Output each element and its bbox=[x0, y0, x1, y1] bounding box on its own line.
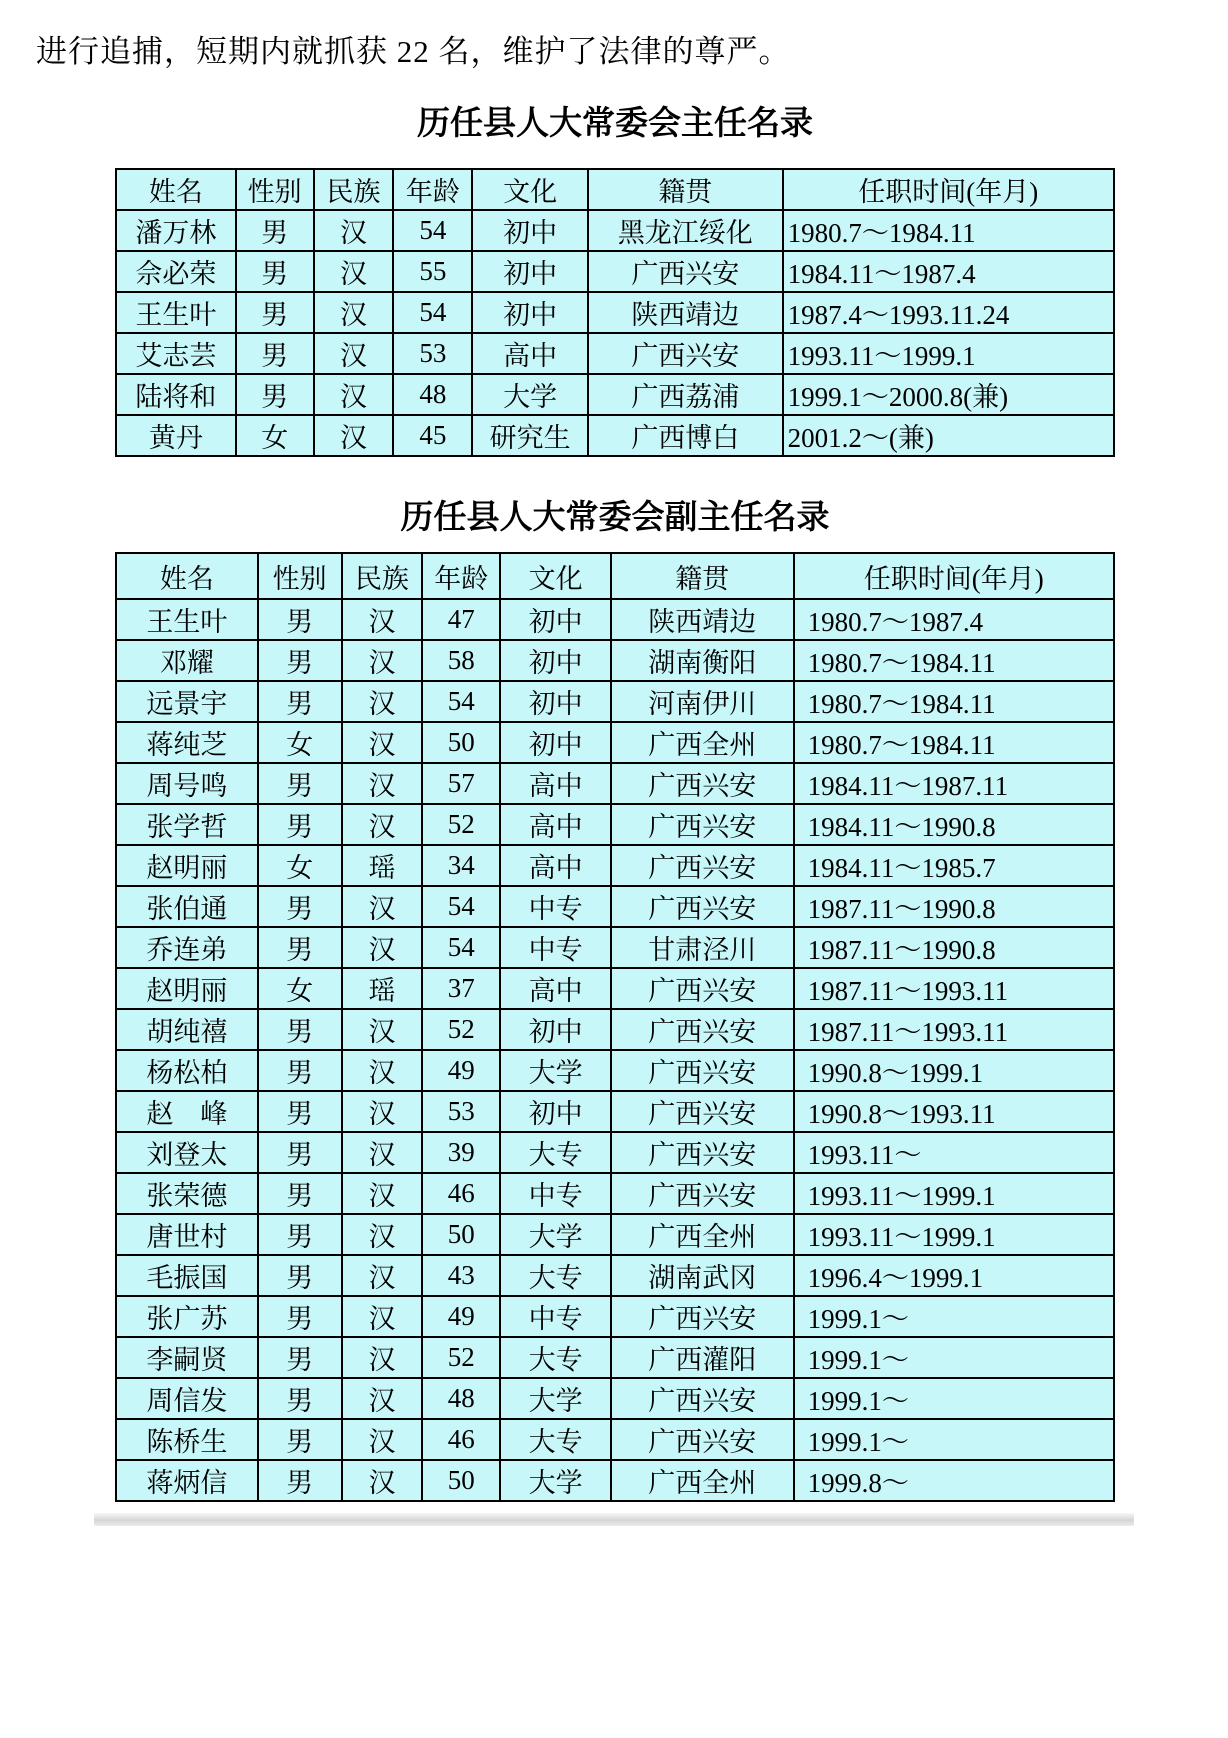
table-cell: 男 bbox=[258, 1009, 342, 1050]
table-cell: 蒋炳信 bbox=[116, 1460, 258, 1501]
table-cell: 陆将和 bbox=[116, 374, 236, 415]
table-row bbox=[116, 1091, 1114, 1132]
table-cell: 47 bbox=[422, 599, 500, 640]
table-cell: 1990.8～1999.1 bbox=[794, 1050, 1114, 1091]
table-row bbox=[116, 333, 1114, 374]
table-cell: 广西兴安 bbox=[611, 1132, 794, 1173]
table-cell: 汉 bbox=[314, 415, 394, 456]
table-cell: 高中 bbox=[500, 763, 611, 804]
table-cell: 男 bbox=[258, 1050, 342, 1091]
table-cell: 男 bbox=[258, 927, 342, 968]
page-divider-bar bbox=[94, 1513, 1134, 1526]
table-cell: 45 bbox=[393, 415, 472, 456]
table-cell: 55 bbox=[393, 251, 472, 292]
table-cell: 汉 bbox=[342, 640, 423, 681]
table-cell: 男 bbox=[236, 210, 314, 251]
table-cell: 54 bbox=[393, 210, 472, 251]
table-row bbox=[116, 1255, 1114, 1296]
table-cell: 初中 bbox=[500, 722, 611, 763]
table-cell: 54 bbox=[393, 292, 472, 333]
table-row bbox=[116, 640, 1114, 681]
table-cell: 广西兴安 bbox=[611, 1378, 794, 1419]
table-cell: 女 bbox=[258, 722, 342, 763]
table-cell: 汉 bbox=[342, 1009, 423, 1050]
column-header: 年龄 bbox=[422, 553, 500, 599]
table-cell: 初中 bbox=[500, 640, 611, 681]
table-cell: 广西兴安 bbox=[611, 886, 794, 927]
table-cell: 高中 bbox=[500, 968, 611, 1009]
column-header: 文化 bbox=[500, 553, 611, 599]
table-row bbox=[116, 1296, 1114, 1337]
table-cell: 1999.1～2000.8(兼) bbox=[783, 374, 1114, 415]
table-row bbox=[116, 1214, 1114, 1255]
table-cell: 2001.2～(兼) bbox=[783, 415, 1114, 456]
column-header: 文化 bbox=[472, 169, 588, 210]
column-header: 性别 bbox=[258, 553, 342, 599]
table-cell: 1987.11～1993.11 bbox=[794, 968, 1114, 1009]
header-row bbox=[116, 553, 1114, 599]
table-cell: 甘肃泾川 bbox=[611, 927, 794, 968]
directors-table-title: 历任县人大常委会主任名录 bbox=[417, 106, 813, 142]
table-cell: 汉 bbox=[342, 927, 423, 968]
table-cell: 53 bbox=[393, 333, 472, 374]
table-cell: 1993.11～1999.1 bbox=[794, 1173, 1114, 1214]
table-cell: 张广苏 bbox=[116, 1296, 258, 1337]
table-cell: 高中 bbox=[500, 845, 611, 886]
table-cell: 广西兴安 bbox=[588, 251, 783, 292]
table-cell: 汉 bbox=[342, 1091, 423, 1132]
table-cell: 广西兴安 bbox=[611, 1009, 794, 1050]
table-row bbox=[116, 374, 1114, 415]
table-cell: 汉 bbox=[342, 599, 423, 640]
column-header: 任职时间(年月) bbox=[783, 169, 1114, 210]
table-row bbox=[116, 763, 1114, 804]
table-cell: 中专 bbox=[500, 1173, 611, 1214]
table-row bbox=[116, 927, 1114, 968]
deputy-directors-table-title: 历任县人大常委会副主任名录 bbox=[400, 500, 830, 536]
table-cell: 汉 bbox=[342, 1214, 423, 1255]
table-cell: 邓耀 bbox=[116, 640, 258, 681]
table-cell: 汉 bbox=[342, 763, 423, 804]
column-header: 民族 bbox=[342, 553, 423, 599]
column-header: 任职时间(年月) bbox=[794, 553, 1114, 599]
table-cell: 52 bbox=[422, 1009, 500, 1050]
table-cell: 赵 峰 bbox=[116, 1091, 258, 1132]
table-row bbox=[116, 845, 1114, 886]
table-cell: 1999.1～ bbox=[794, 1378, 1114, 1419]
table-cell: 57 bbox=[422, 763, 500, 804]
deputy-directors-table bbox=[115, 552, 1115, 1502]
table-cell: 1999.1～ bbox=[794, 1296, 1114, 1337]
table-cell: 汉 bbox=[342, 1337, 423, 1378]
table-cell: 汉 bbox=[342, 1255, 423, 1296]
table-cell: 广西兴安 bbox=[611, 804, 794, 845]
table-cell: 男 bbox=[258, 1460, 342, 1501]
table-cell: 1999.1～ bbox=[794, 1419, 1114, 1460]
column-header: 年龄 bbox=[393, 169, 472, 210]
table-cell: 汉 bbox=[314, 374, 394, 415]
table-cell: 50 bbox=[422, 1214, 500, 1255]
table-cell: 54 bbox=[422, 681, 500, 722]
table-cell: 汉 bbox=[342, 1173, 423, 1214]
table-cell: 43 bbox=[422, 1255, 500, 1296]
table-row bbox=[116, 1009, 1114, 1050]
table-cell: 男 bbox=[258, 1419, 342, 1460]
table-cell: 52 bbox=[422, 1337, 500, 1378]
table-cell: 河南伊川 bbox=[611, 681, 794, 722]
table-cell: 1993.11～1999.1 bbox=[783, 333, 1114, 374]
table-cell: 1999.8～ bbox=[794, 1460, 1114, 1501]
table-cell: 男 bbox=[258, 1132, 342, 1173]
table-cell: 52 bbox=[422, 804, 500, 845]
table-cell: 黑龙江绥化 bbox=[588, 210, 783, 251]
table-cell: 汉 bbox=[342, 1132, 423, 1173]
table-row bbox=[116, 292, 1114, 333]
table-cell: 大学 bbox=[500, 1050, 611, 1091]
table-cell: 湖南武冈 bbox=[611, 1255, 794, 1296]
table-cell: 汉 bbox=[342, 1296, 423, 1337]
table-cell: 广西兴安 bbox=[611, 1173, 794, 1214]
table-cell: 男 bbox=[236, 333, 314, 374]
table-cell: 女 bbox=[258, 845, 342, 886]
body-paragraph: 进行追捕，短期内就抓获 22 名，维护了法律的尊严。 bbox=[36, 34, 791, 69]
table-row bbox=[116, 886, 1114, 927]
table-cell: 1987.11～1990.8 bbox=[794, 886, 1114, 927]
table-cell: 1993.11～ bbox=[794, 1132, 1114, 1173]
table-cell: 汉 bbox=[342, 681, 423, 722]
table-cell: 初中 bbox=[500, 1009, 611, 1050]
table-cell: 汉 bbox=[314, 210, 394, 251]
table-cell: 大专 bbox=[500, 1337, 611, 1378]
table-cell: 大学 bbox=[500, 1214, 611, 1255]
table-cell: 大学 bbox=[500, 1378, 611, 1419]
table-cell: 46 bbox=[422, 1173, 500, 1214]
table-cell: 汉 bbox=[314, 251, 394, 292]
table-cell: 1993.11～1999.1 bbox=[794, 1214, 1114, 1255]
table-cell: 周信发 bbox=[116, 1378, 258, 1419]
table-cell: 汉 bbox=[342, 722, 423, 763]
table-row bbox=[116, 1337, 1114, 1378]
table-row bbox=[116, 804, 1114, 845]
table-cell: 男 bbox=[258, 640, 342, 681]
table-cell: 1984.11～1987.4 bbox=[783, 251, 1114, 292]
table-cell: 49 bbox=[422, 1050, 500, 1091]
table-cell: 张伯通 bbox=[116, 886, 258, 927]
table-cell: 毛振国 bbox=[116, 1255, 258, 1296]
table-cell: 男 bbox=[236, 374, 314, 415]
table-row bbox=[116, 968, 1114, 1009]
table-cell: 佘必荣 bbox=[116, 251, 236, 292]
table-cell: 广西兴安 bbox=[611, 1091, 794, 1132]
table-cell: 瑶 bbox=[342, 845, 423, 886]
table-cell: 汉 bbox=[314, 292, 394, 333]
table-row bbox=[116, 1378, 1114, 1419]
table-cell: 瑶 bbox=[342, 968, 423, 1009]
table-cell: 大专 bbox=[500, 1132, 611, 1173]
table-cell: 广西博白 bbox=[588, 415, 783, 456]
table-cell: 中专 bbox=[500, 886, 611, 927]
table-cell: 男 bbox=[258, 1255, 342, 1296]
table-cell: 中专 bbox=[500, 927, 611, 968]
table-cell: 汉 bbox=[342, 1378, 423, 1419]
table-cell: 大专 bbox=[500, 1255, 611, 1296]
table-cell: 50 bbox=[422, 1460, 500, 1501]
table-cell: 初中 bbox=[472, 292, 588, 333]
table-cell: 初中 bbox=[472, 251, 588, 292]
header-row bbox=[116, 169, 1114, 210]
table-cell: 潘万林 bbox=[116, 210, 236, 251]
table-cell: 初中 bbox=[500, 599, 611, 640]
table-cell: 刘登太 bbox=[116, 1132, 258, 1173]
table-row bbox=[116, 1419, 1114, 1460]
table-row bbox=[116, 722, 1114, 763]
table-row bbox=[116, 1173, 1114, 1214]
table-cell: 王生叶 bbox=[116, 599, 258, 640]
table-row bbox=[116, 1460, 1114, 1501]
table-cell: 1980.7～1984.11 bbox=[794, 640, 1114, 681]
table-cell: 1984.11～1990.8 bbox=[794, 804, 1114, 845]
table-cell: 湖南衡阳 bbox=[611, 640, 794, 681]
table-cell: 广西全州 bbox=[611, 1214, 794, 1255]
table-cell: 1984.11～1985.7 bbox=[794, 845, 1114, 886]
column-header: 民族 bbox=[314, 169, 394, 210]
table-cell: 男 bbox=[258, 599, 342, 640]
table-cell: 男 bbox=[258, 1337, 342, 1378]
table-cell: 53 bbox=[422, 1091, 500, 1132]
table-row bbox=[116, 415, 1114, 456]
table-cell: 男 bbox=[258, 886, 342, 927]
table-cell: 广西兴安 bbox=[611, 763, 794, 804]
table-cell: 男 bbox=[258, 1378, 342, 1419]
table-cell: 50 bbox=[422, 722, 500, 763]
table-cell: 研究生 bbox=[472, 415, 588, 456]
table-cell: 1980.7～1984.11 bbox=[794, 722, 1114, 763]
table-cell: 乔连弟 bbox=[116, 927, 258, 968]
table-cell: 女 bbox=[236, 415, 314, 456]
table-cell: 汉 bbox=[342, 886, 423, 927]
table-cell: 男 bbox=[258, 1214, 342, 1255]
table-cell: 汉 bbox=[342, 1460, 423, 1501]
table-cell: 黄丹 bbox=[116, 415, 236, 456]
table-cell: 远景宇 bbox=[116, 681, 258, 722]
table-row bbox=[116, 1132, 1114, 1173]
table-cell: 1999.1～ bbox=[794, 1337, 1114, 1378]
table-cell: 杨松柏 bbox=[116, 1050, 258, 1091]
table-cell: 48 bbox=[393, 374, 472, 415]
table-cell: 1987.11～1993.11 bbox=[794, 1009, 1114, 1050]
directors-table bbox=[115, 168, 1115, 457]
table-cell: 初中 bbox=[472, 210, 588, 251]
column-header: 籍贯 bbox=[588, 169, 783, 210]
table-cell: 高中 bbox=[472, 333, 588, 374]
table-cell: 37 bbox=[422, 968, 500, 1009]
table-cell: 大学 bbox=[472, 374, 588, 415]
table-cell: 高中 bbox=[500, 804, 611, 845]
table-cell: 陕西靖边 bbox=[611, 599, 794, 640]
column-header: 姓名 bbox=[116, 169, 236, 210]
table-row bbox=[116, 1050, 1114, 1091]
table-cell: 张荣德 bbox=[116, 1173, 258, 1214]
table-cell: 1987.4～1993.11.24 bbox=[783, 292, 1114, 333]
table-cell: 艾志芸 bbox=[116, 333, 236, 374]
table-cell: 初中 bbox=[500, 681, 611, 722]
table-cell: 男 bbox=[236, 251, 314, 292]
table-cell: 49 bbox=[422, 1296, 500, 1337]
table-cell: 周号鸣 bbox=[116, 763, 258, 804]
table-cell: 大学 bbox=[500, 1460, 611, 1501]
table-cell: 1987.11～1990.8 bbox=[794, 927, 1114, 968]
table-row bbox=[116, 599, 1114, 640]
table-cell: 1980.7～1984.11 bbox=[783, 210, 1114, 251]
table-cell: 唐世村 bbox=[116, 1214, 258, 1255]
table-cell: 男 bbox=[258, 681, 342, 722]
table-cell: 男 bbox=[258, 1296, 342, 1337]
table-row bbox=[116, 251, 1114, 292]
table-cell: 46 bbox=[422, 1419, 500, 1460]
table-cell: 1980.7～1987.4 bbox=[794, 599, 1114, 640]
table-cell: 陕西靖边 bbox=[588, 292, 783, 333]
table-cell: 广西兴安 bbox=[588, 333, 783, 374]
table-cell: 广西兴安 bbox=[611, 1296, 794, 1337]
table-cell: 男 bbox=[258, 804, 342, 845]
table-cell: 张学哲 bbox=[116, 804, 258, 845]
table-row bbox=[116, 210, 1114, 251]
table-cell: 广西全州 bbox=[611, 722, 794, 763]
column-header: 姓名 bbox=[116, 553, 258, 599]
table-cell: 汉 bbox=[342, 804, 423, 845]
table-cell: 39 bbox=[422, 1132, 500, 1173]
table-cell: 广西兴安 bbox=[611, 968, 794, 1009]
table-cell: 赵明丽 bbox=[116, 845, 258, 886]
table-cell: 汉 bbox=[342, 1050, 423, 1091]
table-cell: 男 bbox=[258, 1091, 342, 1132]
table-cell: 男 bbox=[258, 763, 342, 804]
table-cell: 初中 bbox=[500, 1091, 611, 1132]
table-cell: 54 bbox=[422, 927, 500, 968]
table-cell: 李嗣贤 bbox=[116, 1337, 258, 1378]
table-cell: 大专 bbox=[500, 1419, 611, 1460]
table-cell: 汉 bbox=[342, 1419, 423, 1460]
table-cell: 广西全州 bbox=[611, 1460, 794, 1501]
table-cell: 1980.7～1984.11 bbox=[794, 681, 1114, 722]
table-cell: 1996.4～1999.1 bbox=[794, 1255, 1114, 1296]
table-cell: 女 bbox=[258, 968, 342, 1009]
table-cell: 王生叶 bbox=[116, 292, 236, 333]
table-cell: 胡纯禧 bbox=[116, 1009, 258, 1050]
table-cell: 广西兴安 bbox=[611, 845, 794, 886]
table-cell: 广西灌阳 bbox=[611, 1337, 794, 1378]
table-cell: 广西兴安 bbox=[611, 1419, 794, 1460]
table-cell: 男 bbox=[258, 1173, 342, 1214]
table-cell: 1990.8～1993.11 bbox=[794, 1091, 1114, 1132]
table-cell: 蒋纯芝 bbox=[116, 722, 258, 763]
table-cell: 34 bbox=[422, 845, 500, 886]
table-cell: 1984.11～1987.11 bbox=[794, 763, 1114, 804]
table-cell: 54 bbox=[422, 886, 500, 927]
column-header: 籍贯 bbox=[611, 553, 794, 599]
table-cell: 48 bbox=[422, 1378, 500, 1419]
table-cell: 陈桥生 bbox=[116, 1419, 258, 1460]
table-cell: 男 bbox=[236, 292, 314, 333]
table-cell: 中专 bbox=[500, 1296, 611, 1337]
table-cell: 赵明丽 bbox=[116, 968, 258, 1009]
table-cell: 汉 bbox=[314, 333, 394, 374]
table-cell: 广西兴安 bbox=[611, 1050, 794, 1091]
column-header: 性别 bbox=[236, 169, 314, 210]
table-row bbox=[116, 681, 1114, 722]
table-cell: 58 bbox=[422, 640, 500, 681]
table-cell: 广西荔浦 bbox=[588, 374, 783, 415]
